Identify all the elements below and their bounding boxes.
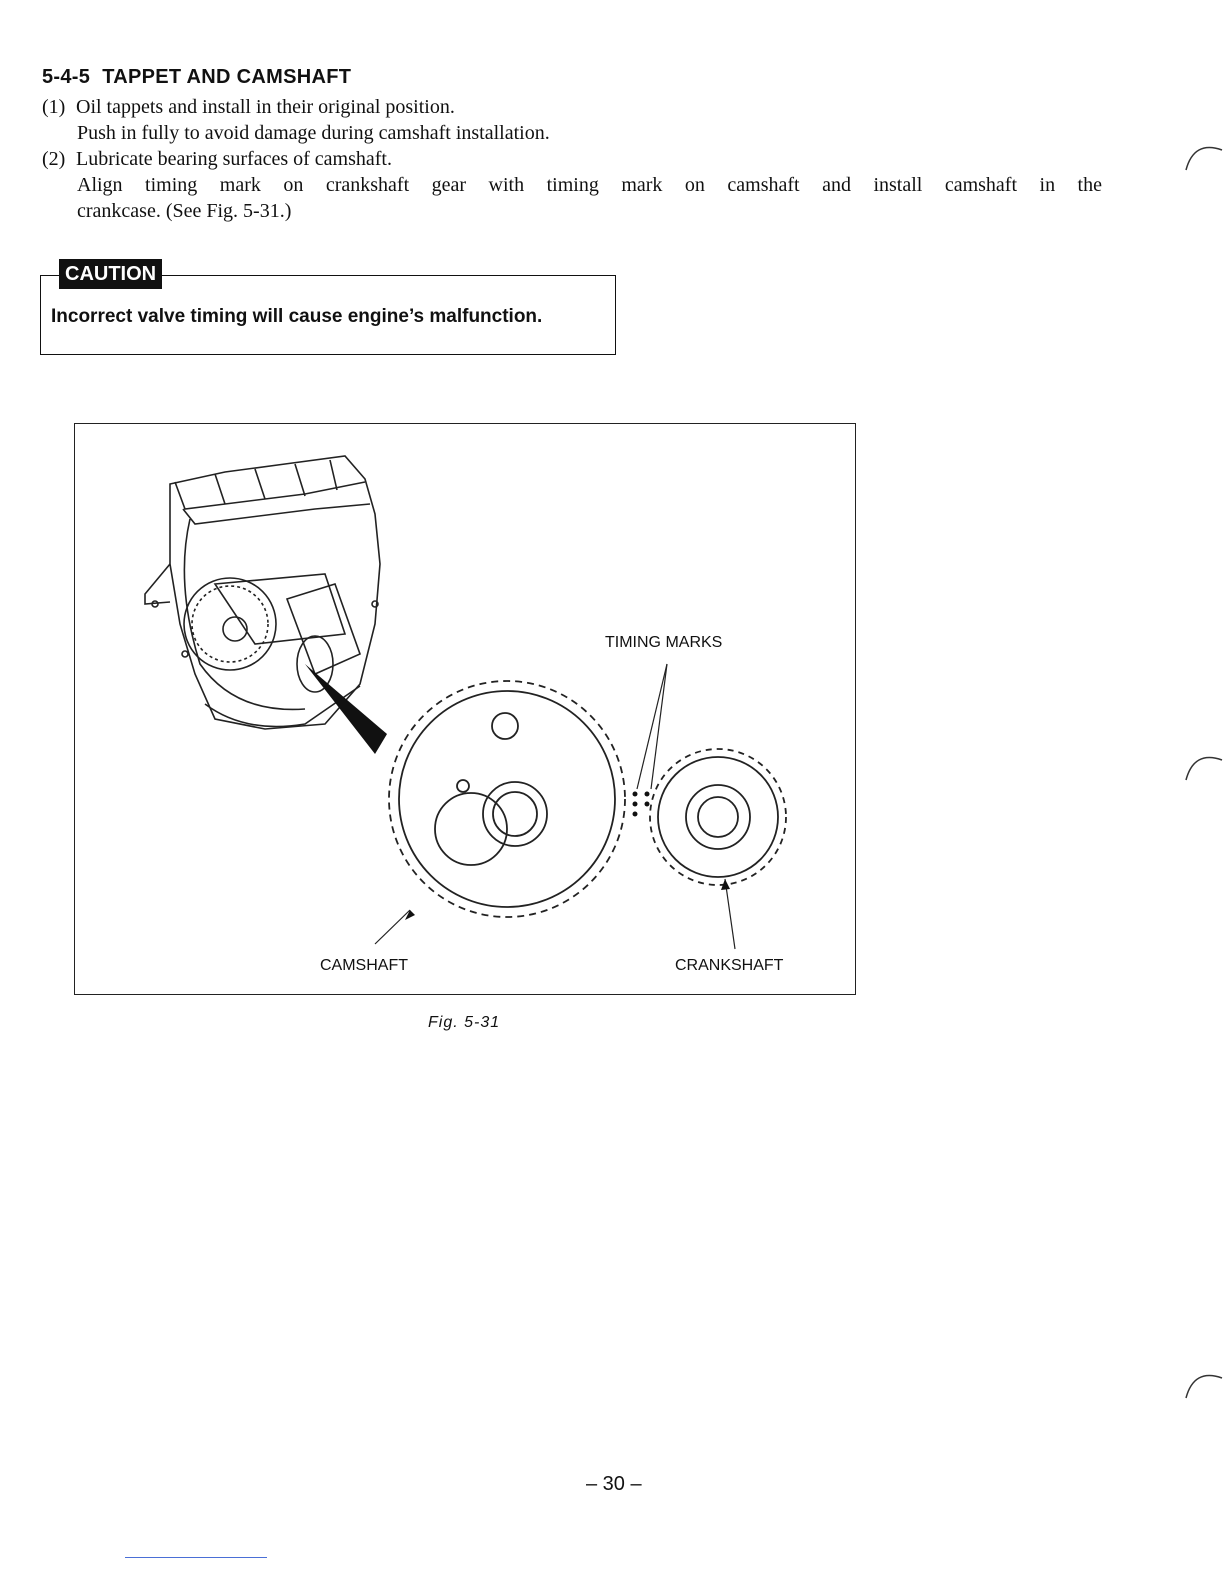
step-1-marker: (1): [42, 96, 66, 118]
section-heading: [42, 66, 351, 89]
binder-hole-mark: [1174, 1368, 1224, 1418]
step-2-line-1: Lubricate bearing surfaces of camshaft.: [76, 148, 392, 170]
caution-box: [40, 263, 616, 355]
section-title: TAPPET AND CAMSHAFT: [102, 66, 352, 88]
step-2-marker: (2): [42, 148, 66, 170]
camshaft-label: CAMSHAFT: [320, 957, 408, 974]
step-2-line-3: crankcase. (See Fig. 5-31.): [77, 200, 292, 222]
bottom-edge-line: [125, 1557, 267, 1558]
crankcase-drawing: [145, 456, 380, 729]
step-2: [42, 146, 1102, 224]
page-number: – 30 –: [586, 1473, 642, 1495]
step-1: [42, 94, 1102, 146]
timing-gear-illustration: [75, 424, 857, 996]
step-1-line-2: Push in fully to avoid damage during camshaft installation.: [77, 122, 550, 144]
caution-label: CAUTION: [59, 259, 162, 289]
timing-mark-dots: [633, 792, 650, 817]
camshaft-gear: [389, 681, 625, 917]
binder-hole-mark: [1174, 140, 1224, 190]
caution-text: Incorrect valve timing will cause engine’s malfunction.: [51, 306, 543, 327]
step-1-line-1: Oil tappets and install in their original position.: [76, 96, 455, 118]
binder-hole-mark: [1174, 750, 1224, 800]
crankshaft-gear: [650, 749, 786, 885]
timing-marks-label: TIMING MARKS: [605, 634, 723, 651]
figure-5-31: [74, 423, 856, 995]
figure-caption: Fig. 5-31: [428, 1014, 501, 1031]
pointer-wedge: [305, 664, 387, 754]
section-number: 5-4-5: [42, 66, 91, 88]
step-2-line-2: Align timing mark on crankshaft gear with timing mark on camshaft and install camshaft in the: [77, 174, 1102, 196]
crankshaft-label: CRANKSHAFT: [675, 957, 784, 974]
